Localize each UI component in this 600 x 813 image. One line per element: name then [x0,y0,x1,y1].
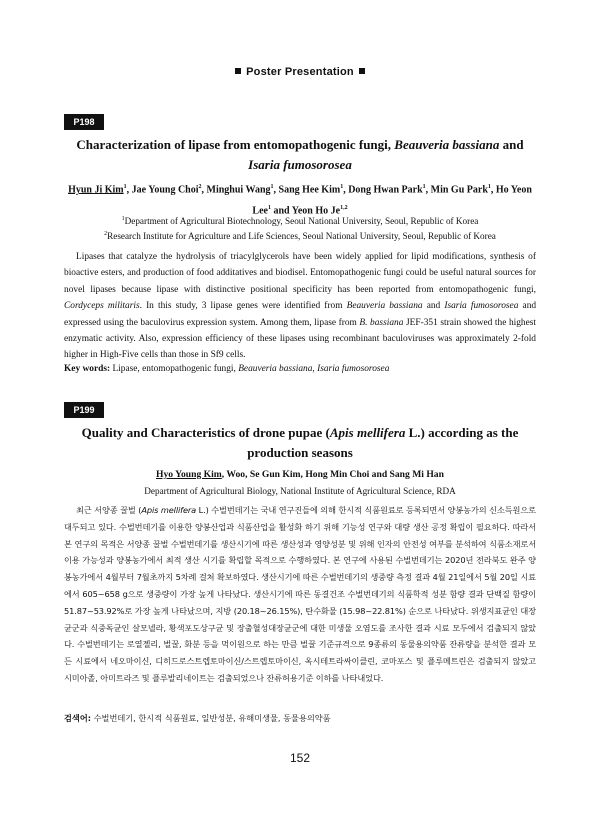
abstract-text: . In this study, 3 lipase genes were identified from [139,301,343,312]
author-sup: 1 [270,184,274,190]
author: Jae Young Choi [131,184,199,196]
author-sup: 1 [123,184,127,190]
affiliation-1 [64,213,536,228]
species-name: Apis mellifera [329,425,406,440]
abstract-text: JEF-351 strain showed the highest enzymatic activity. Also, expression efficiency of these lipases using recombinant baculoviruses was approximately 2-fold higher in High-Five cells than those in Sf9 cells. [64,317,537,361]
square-bullet-icon [359,68,365,74]
affiliation-text: Research Institute for Agriculture and Life Sciences, Seoul National University, Seoul, Republic of Korea [107,231,496,242]
author-list: , Woo, Se Gun Kim, Hong Min Choi and Sang Mi Han [221,469,444,480]
poster-title-p198 [64,135,536,175]
keywords-label: 검색어: [64,713,92,723]
keywords-label: Key words: [64,364,111,374]
author-sup: 1,2 [340,205,348,212]
authors-p198: Hyun Ji Kim$^1$, Jae Young Choi$^2$, Minghui Wang$^1$, Sang Hee Kim$^1$, Dong Hwan Park$^1$, Min Gu Park$^1$, Ho Yeon Lee$^1$ and Yeon Ho Je$^{1,2}$ [68,184,532,217]
author-presenting: Hyo Young Kim [156,469,222,480]
author: Yeon Ho Je [291,205,341,217]
abstract-text: and [426,301,441,312]
affiliation-2 [64,228,536,243]
species-name: Isaria fumosorosea [444,301,519,312]
affiliation-p199: Department of Agricultural Biology, National Institute of Agricultural Science, RDA [144,486,456,496]
species-name: B. bassiana [359,317,404,328]
author: Minghui Wang [206,184,271,196]
author-sup: 1 [340,184,344,190]
abstract-text: Lipases that catalyze the hydrolysis of triacylglycerols have been widely applied for lipid modifications, synthesis of bioactive esters, and production of food additatives and biodisel. Entomopathogenic fungi could be useful natural sources for novel lipases because lipase with distinctive positional specificity has been reported from entomopathogenic fungi, [64,252,536,295]
author: Sang Hee Kim [278,184,341,196]
species-name: Isaria fumosorosea [248,157,352,172]
author-presenting: Hyun Ji Kim [68,184,124,196]
poster-badge-p198: P198 [64,114,104,130]
poster-title-p199 [64,423,536,463]
keywords-p199 [64,711,536,725]
abstract-text: L.) 수벌번데기는 국내 연구진들에 의해 한시적 식품원료로 등록되면서 양봉농가의 신소득원으로 대두되고 있다. 수벌번데기를 이용한 양봉산업과 식품산업을 활성화 하기 위해 기능성 연구와 대량 생산 공정 확립이 필요하다. 따라서 본 연구의 목적은 서양종 꿀벌 수벌번데기를 생산시기에 따른 생산성과 영양성분 및 위해 인자의 안전성 여부를 분석하여 식품소재로서 이용 가능성과 양봉농가에서 최적 생산 시기를 확립할 목적으로 수행하였다. 본 연구에 사용된 수벌번데기는 2020년 전라북도 완주 양봉농가에서 4월부터 7월초까지 5차례 걸쳐 확보하였다. 생산시기에 따른 수벌번데기의 생중량 측정 결과 4월 21일에서 5월 20일 시료에서 605~658 g으로 생중량이 가장 높게 나타났다. 생산시기에 따른 동결건조 수벌번데기의 식품학적 성분 함량 결과 단백질 함량이 51.87~53.92%로 가장 높게 나타났으며, 지방 (20.18~26.15%), 탄수화물 (15.98~22.81%) 순으로 나타났다. 위생지표균인 대장균군과 식중독균인 살모넬라, 황색포도상구균 및 장출혈성대장균군에 대한 미생물 오염도를 조사한 결과 시료 모두에서 검출되지 않았다. 수벌번데기는 로열젤리, 벌꿀, 화분 등을 먹이원으로 하는 만큼 벌꿀 기준규격으로 9종류의 동물용의약품 잔류량을 분석한 결과 모든 시료에서 네오마이신, 디히드로스트렙토마이신/스트렙토마이신, 옥시테트라싸이클린, 코마포스 및 플루메트린은 검출되지 않았고 시미아졸, 아미트라즈 및 플루발리네이트는 검출되었으나 잔류허용기준 이하를 나타내었다. [64,505,536,683]
abstract-text: 최근 서양종 꿀벌 ( [76,505,142,515]
section-header-label: Poster Presentation [246,66,354,78]
author-sup: 1 [267,205,271,212]
affiliation-sup: 2 [104,231,108,238]
affiliation-sup: 1 [121,216,125,222]
author-sup: 2 [198,184,202,190]
title-text: Characterization of lipase from entomopathogenic fungi, [76,137,392,152]
title-text: L.) according as the production seasons [247,425,519,460]
keywords-text: Lipase, entomopathogenic fungi, [112,364,236,374]
author: Ho Yeon Lee [252,184,532,217]
species-name: Apis mellifera [141,505,197,515]
species-name: Beauveria bassiana [346,301,423,312]
author: Dong Hwan Park [348,184,423,196]
poster-badge-p199: P199 [64,402,104,418]
abstract-p199 [64,502,536,687]
title-text: Quality and Characteristics of drone pupae ( [81,425,330,440]
species-name: Beauveria bassiana [394,137,500,152]
affiliations-p198 [64,213,536,243]
author-sup: 1 [487,184,491,190]
title-text: and [502,137,524,152]
square-bullet-icon [235,68,241,74]
keywords-p198 [64,362,536,376]
authors-p199 [64,466,536,484]
abstract-p198 [64,249,536,364]
author: Min Gu Park [430,184,488,196]
species-name: Cordyceps militaris [64,301,140,312]
affiliation-text: Department of Agricultural Biotechnology, Seoul National University, Seoul, Republic of Korea [124,216,479,227]
page-number: 152 [289,751,311,765]
abstract-text: and expressed using the baculovirus expression system. Among them, lipase from [64,301,537,328]
keywords-text: 수벌번데기, 한시적 식품원료, 일반성분, 유해미생물, 동물용의약품 [93,713,331,723]
keywords-species: Beauveria bassiana, Isaria fumosorosea [238,364,390,374]
author-sup: 1 [422,184,426,190]
section-header [0,66,600,78]
